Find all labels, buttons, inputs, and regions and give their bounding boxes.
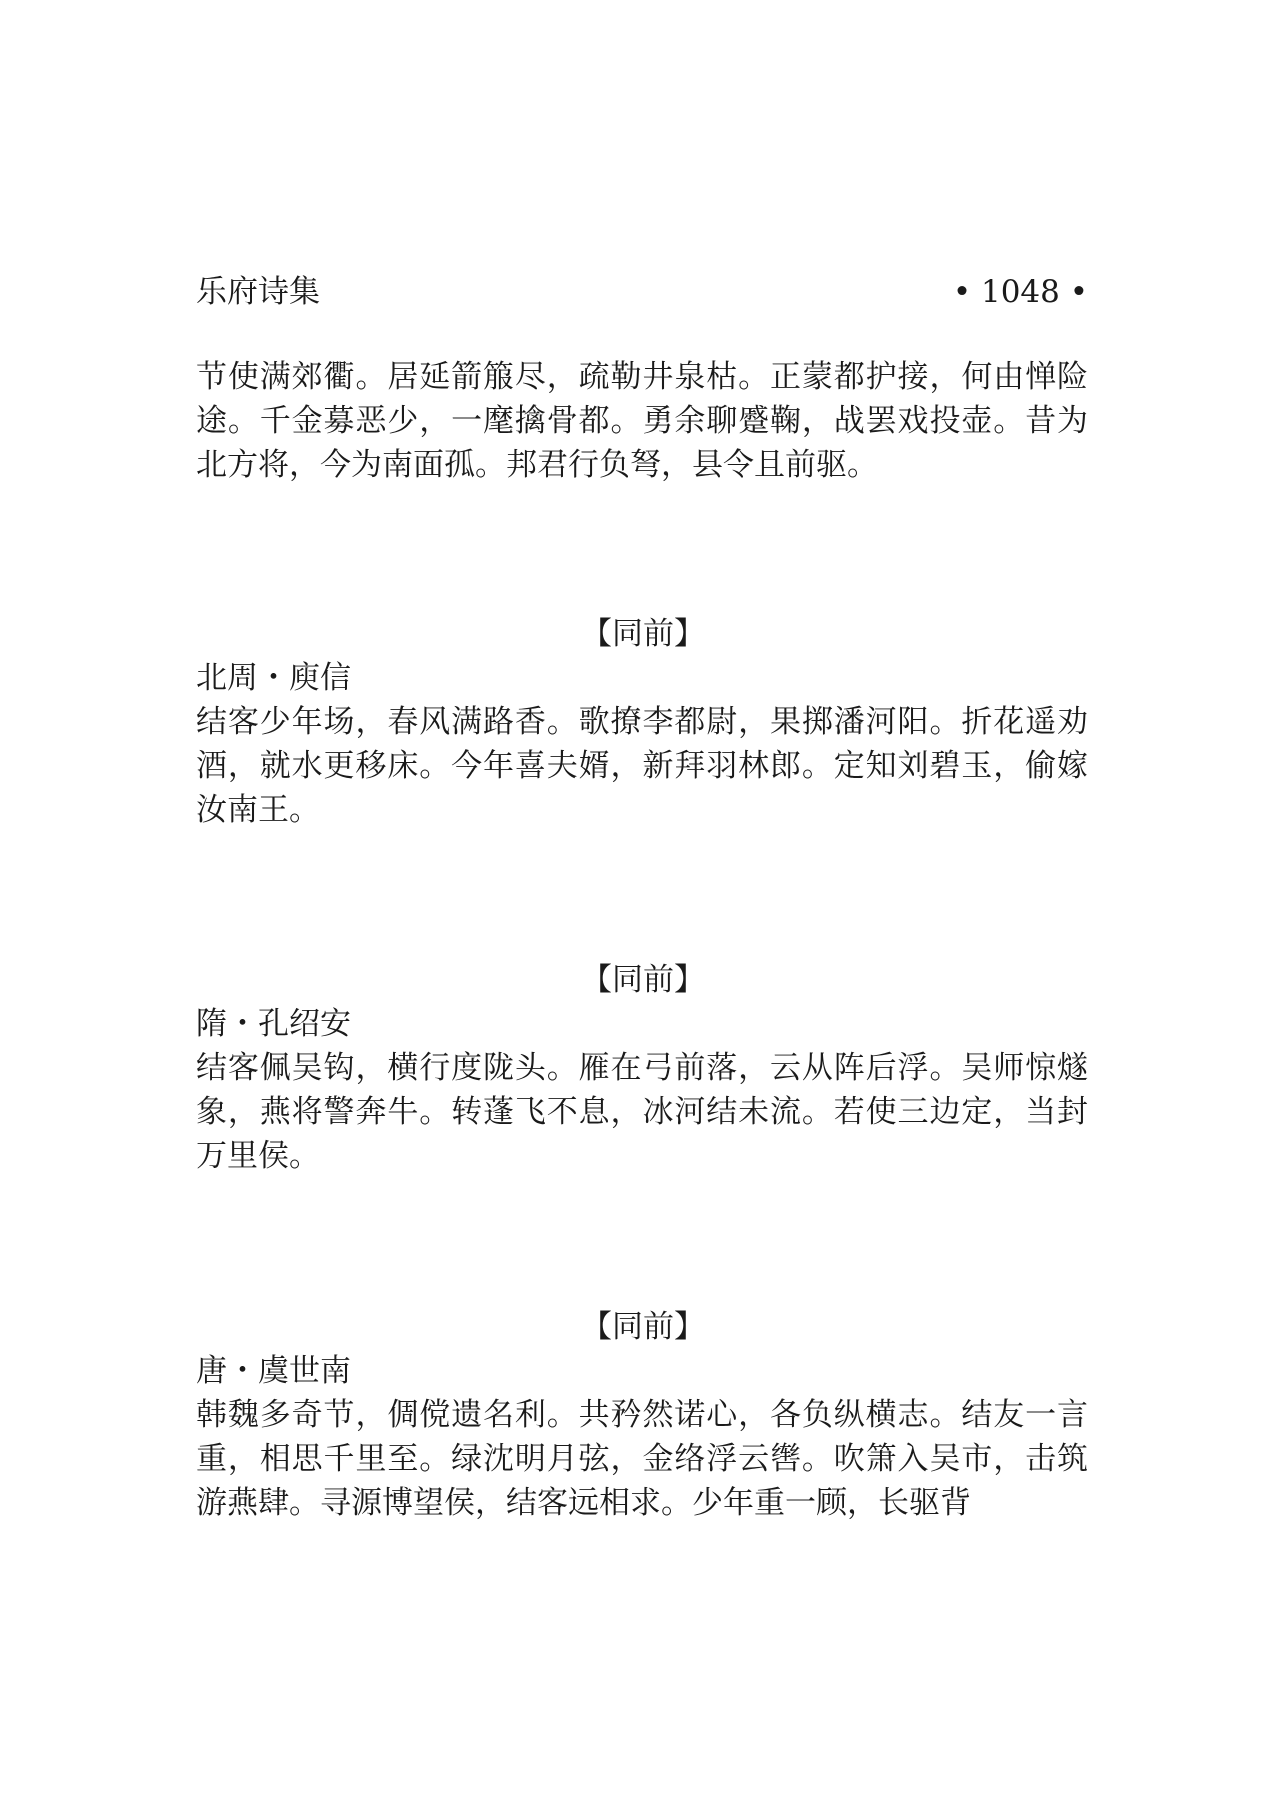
poem-author: 隋・孔绍安 (196, 1006, 351, 1042)
poem-author: 北周・庾信 (196, 660, 351, 696)
poem-text: 结客佩吴钩，横行度陇头。雁在弓前落，云从阵后浮。吴师惊燧象，燕将警奔牛。转蓬飞不息，冰河结未流。若使三边定，当封万里侯。 (196, 1050, 1088, 1174)
poem-section-2 (196, 958, 1088, 1178)
document-page (196, 0, 1088, 1795)
continuation-text: 节使满郊衢。居延箭箙尽，疏勒井泉枯。正蒙都护接，何由惮险途。千金募恶少，一麾擒骨都。勇余聊蹙鞠，战罢戏投壶。昔为北方将，今为南面孤。邦君行负弩，县令且前驱。 (196, 359, 1088, 483)
poem-section-3 (196, 1305, 1088, 1525)
poem-author: 唐・虞世南 (196, 1353, 351, 1389)
page-number: • 1048 • (952, 274, 1088, 310)
poem-text: 结客少年场，春风满路香。歌撩李都尉，果掷潘河阳。折花遥劝酒，就水更移床。今年喜夫婿，新拜羽林郎。定知刘碧玉，偷嫁汝南王。 (196, 704, 1088, 828)
poem-title: 【同前】 (581, 616, 705, 652)
page-header (196, 272, 1088, 312)
book-title: 乐府诗集 (196, 274, 320, 310)
poem-section-1 (196, 612, 1088, 832)
poem-title: 【同前】 (581, 962, 705, 998)
poem-title: 【同前】 (581, 1309, 705, 1345)
poem-text: 韩魏多奇节，倜傥遗名利。共矜然诺心，各负纵横志。结友一言重，相思千里至。绿沈明月弦，金络浮云辔。吹箫入吴市，击筑游燕肆。寻源博望侯，结客远相求。少年重一顾，长驱背 (196, 1397, 1088, 1521)
